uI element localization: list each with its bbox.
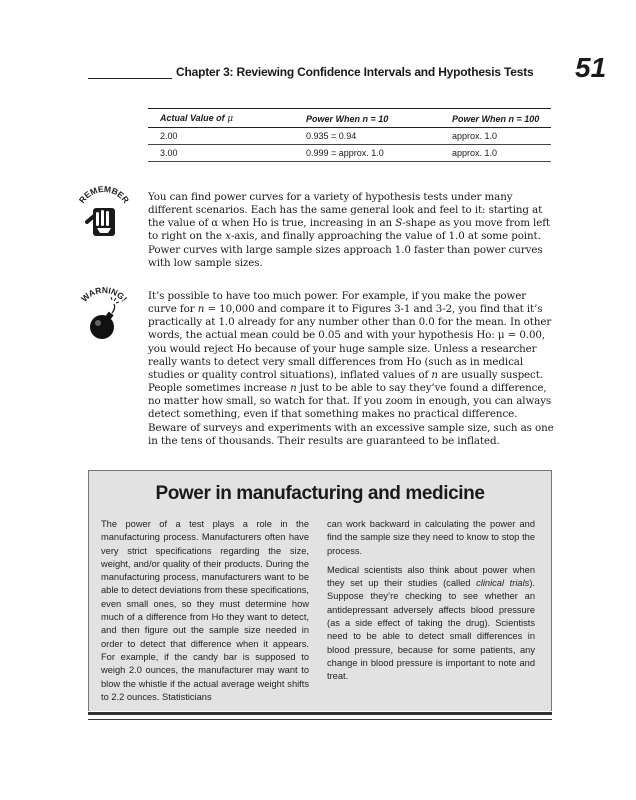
warning-label: WARNING! bbox=[79, 287, 130, 304]
remember-icon bbox=[74, 186, 134, 244]
cell-power-n100: approx. 1.0 bbox=[440, 145, 551, 162]
mu-symbol: μ bbox=[227, 114, 234, 124]
col-actual-value-prefix: Actual Value of bbox=[160, 113, 228, 123]
table-header-row bbox=[148, 109, 551, 128]
sidebar-right-p2-b: ). Suppose they’re checking to see whether an antidepressant adversely affects blood pressure (as a side effect of taking the drug). Scientists need to be able to detect small differences in blood pressure, because for some patients, any change in blood pressure is important to note and treat. bbox=[327, 578, 535, 682]
cell-actual: 2.00 bbox=[148, 128, 294, 145]
warning-text-1: It’s possible to have too much power. For example, if you make the power curve for bbox=[148, 290, 527, 316]
remember-label: REMEMBER bbox=[76, 186, 132, 205]
sidebar-box bbox=[88, 470, 552, 711]
running-head bbox=[88, 52, 618, 90]
warning-paragraph bbox=[148, 290, 554, 448]
svg-text:REMEMBER bbox=[77, 186, 131, 205]
col-actual-value-header bbox=[148, 109, 294, 128]
warning-italic-n1: n bbox=[197, 303, 205, 316]
header-rule bbox=[88, 78, 172, 79]
svg-text:WARNING! bbox=[79, 287, 129, 304]
cell-power-n10: 0.935 = 0.94 bbox=[294, 128, 440, 145]
chapter-title: Chapter 3: Reviewing Confidence Intervals and Hypothesis Tests bbox=[176, 65, 534, 79]
col-power-n100-header: Power When n = 100 bbox=[440, 109, 551, 128]
table-row bbox=[148, 145, 551, 162]
remember-paragraph bbox=[148, 191, 554, 270]
table-row bbox=[148, 128, 551, 145]
sidebar-left-text: The power of a test plays a role in the manufacturing process. Manufacturers often have very strict specifications regarding the size, weight, and/or quality of their products. During the manufacturing process, manufacturers want to be able to detect deviations from these specifications, even small ones, so they must determine how much of a difference from Ho they want to detect, and then figure out the sample size needed in order to detect that difference when it appears. For example, if the candy bar is supposed to weigh 2.0 ounces, the manufacturer may want to blow the whistle if the actual average weight shifts to 2.2 ounces. Statisticians bbox=[101, 519, 309, 702]
remember-text-2: -shape as you move from left to right on the bbox=[148, 217, 550, 243]
cell-power-n100: approx. 1.0 bbox=[440, 128, 551, 145]
warning-italic-n3: n bbox=[290, 382, 297, 395]
cell-actual: 3.00 bbox=[148, 145, 294, 162]
remember-text-1: You can find power curves for a variety of hypothesis tests under many different scenarios. Each has the same general look and feel to it: starting at the value of α when Ho is true, increasing in an bbox=[148, 191, 543, 230]
sidebar-right-p1: can work backward in calculating the power and find the sample size they need to know to stop the process. bbox=[327, 519, 535, 556]
remember-italic-x: x bbox=[225, 230, 231, 243]
warning-text-2: = 10,000 and compare it to Figures 3-1 and 3-2, you find that it’s practically at 1.0 already for any number other than 0.0 for the mean. In other words, the actual mean could be 0.05 and with your hypothesis Ho: μ = 0.00, you would reject Ho because of your huge sample size. Unless a researcher really wants to detect very small differences from Ho (such as in medical studies or quality control situations), inflated values of bbox=[148, 303, 552, 381]
sidebar-right-p2-italic: clinical trials bbox=[476, 578, 530, 589]
sidebar-bottom-rule bbox=[88, 712, 552, 720]
warning-italic-n2: n bbox=[431, 368, 438, 381]
remember-italic-s: S bbox=[395, 217, 403, 230]
warning-text-4: just to be able to say they’ve found a difference, no matter how small, so watch for that. If you zoom in enough, you can always detect something, even if that something makes no practical difference. Beware of surveys and experiments with an excessive sample size, such as one in the tens of thousands. Their results are guaranteed to be inflated. bbox=[148, 382, 554, 447]
cell-power-n10: 0.999 = approx. 1.0 bbox=[294, 145, 440, 162]
remember-text-3: -axis, and finally approaching the value of 1.0 at some point. Power curves with large sample sizes approach 1.0 faster than power curves with low sample sizes. bbox=[148, 230, 543, 269]
sidebar-title: Power in manufacturing and medicine bbox=[155, 483, 485, 504]
warning-text-3: are usually suspect. People sometimes increase bbox=[148, 368, 543, 395]
sidebar-right-column bbox=[327, 518, 535, 690]
sidebar-right-p2-a: Medical scientists also think about power when they set up their studies (called bbox=[327, 564, 535, 589]
power-table bbox=[148, 108, 551, 162]
page-number: 51 bbox=[575, 52, 607, 83]
sidebar-left-column bbox=[101, 518, 309, 710]
warning-icon bbox=[74, 287, 134, 347]
col-power-n10-header: Power When n = 10 bbox=[294, 109, 440, 128]
sidebar-right-p2 bbox=[327, 564, 535, 684]
